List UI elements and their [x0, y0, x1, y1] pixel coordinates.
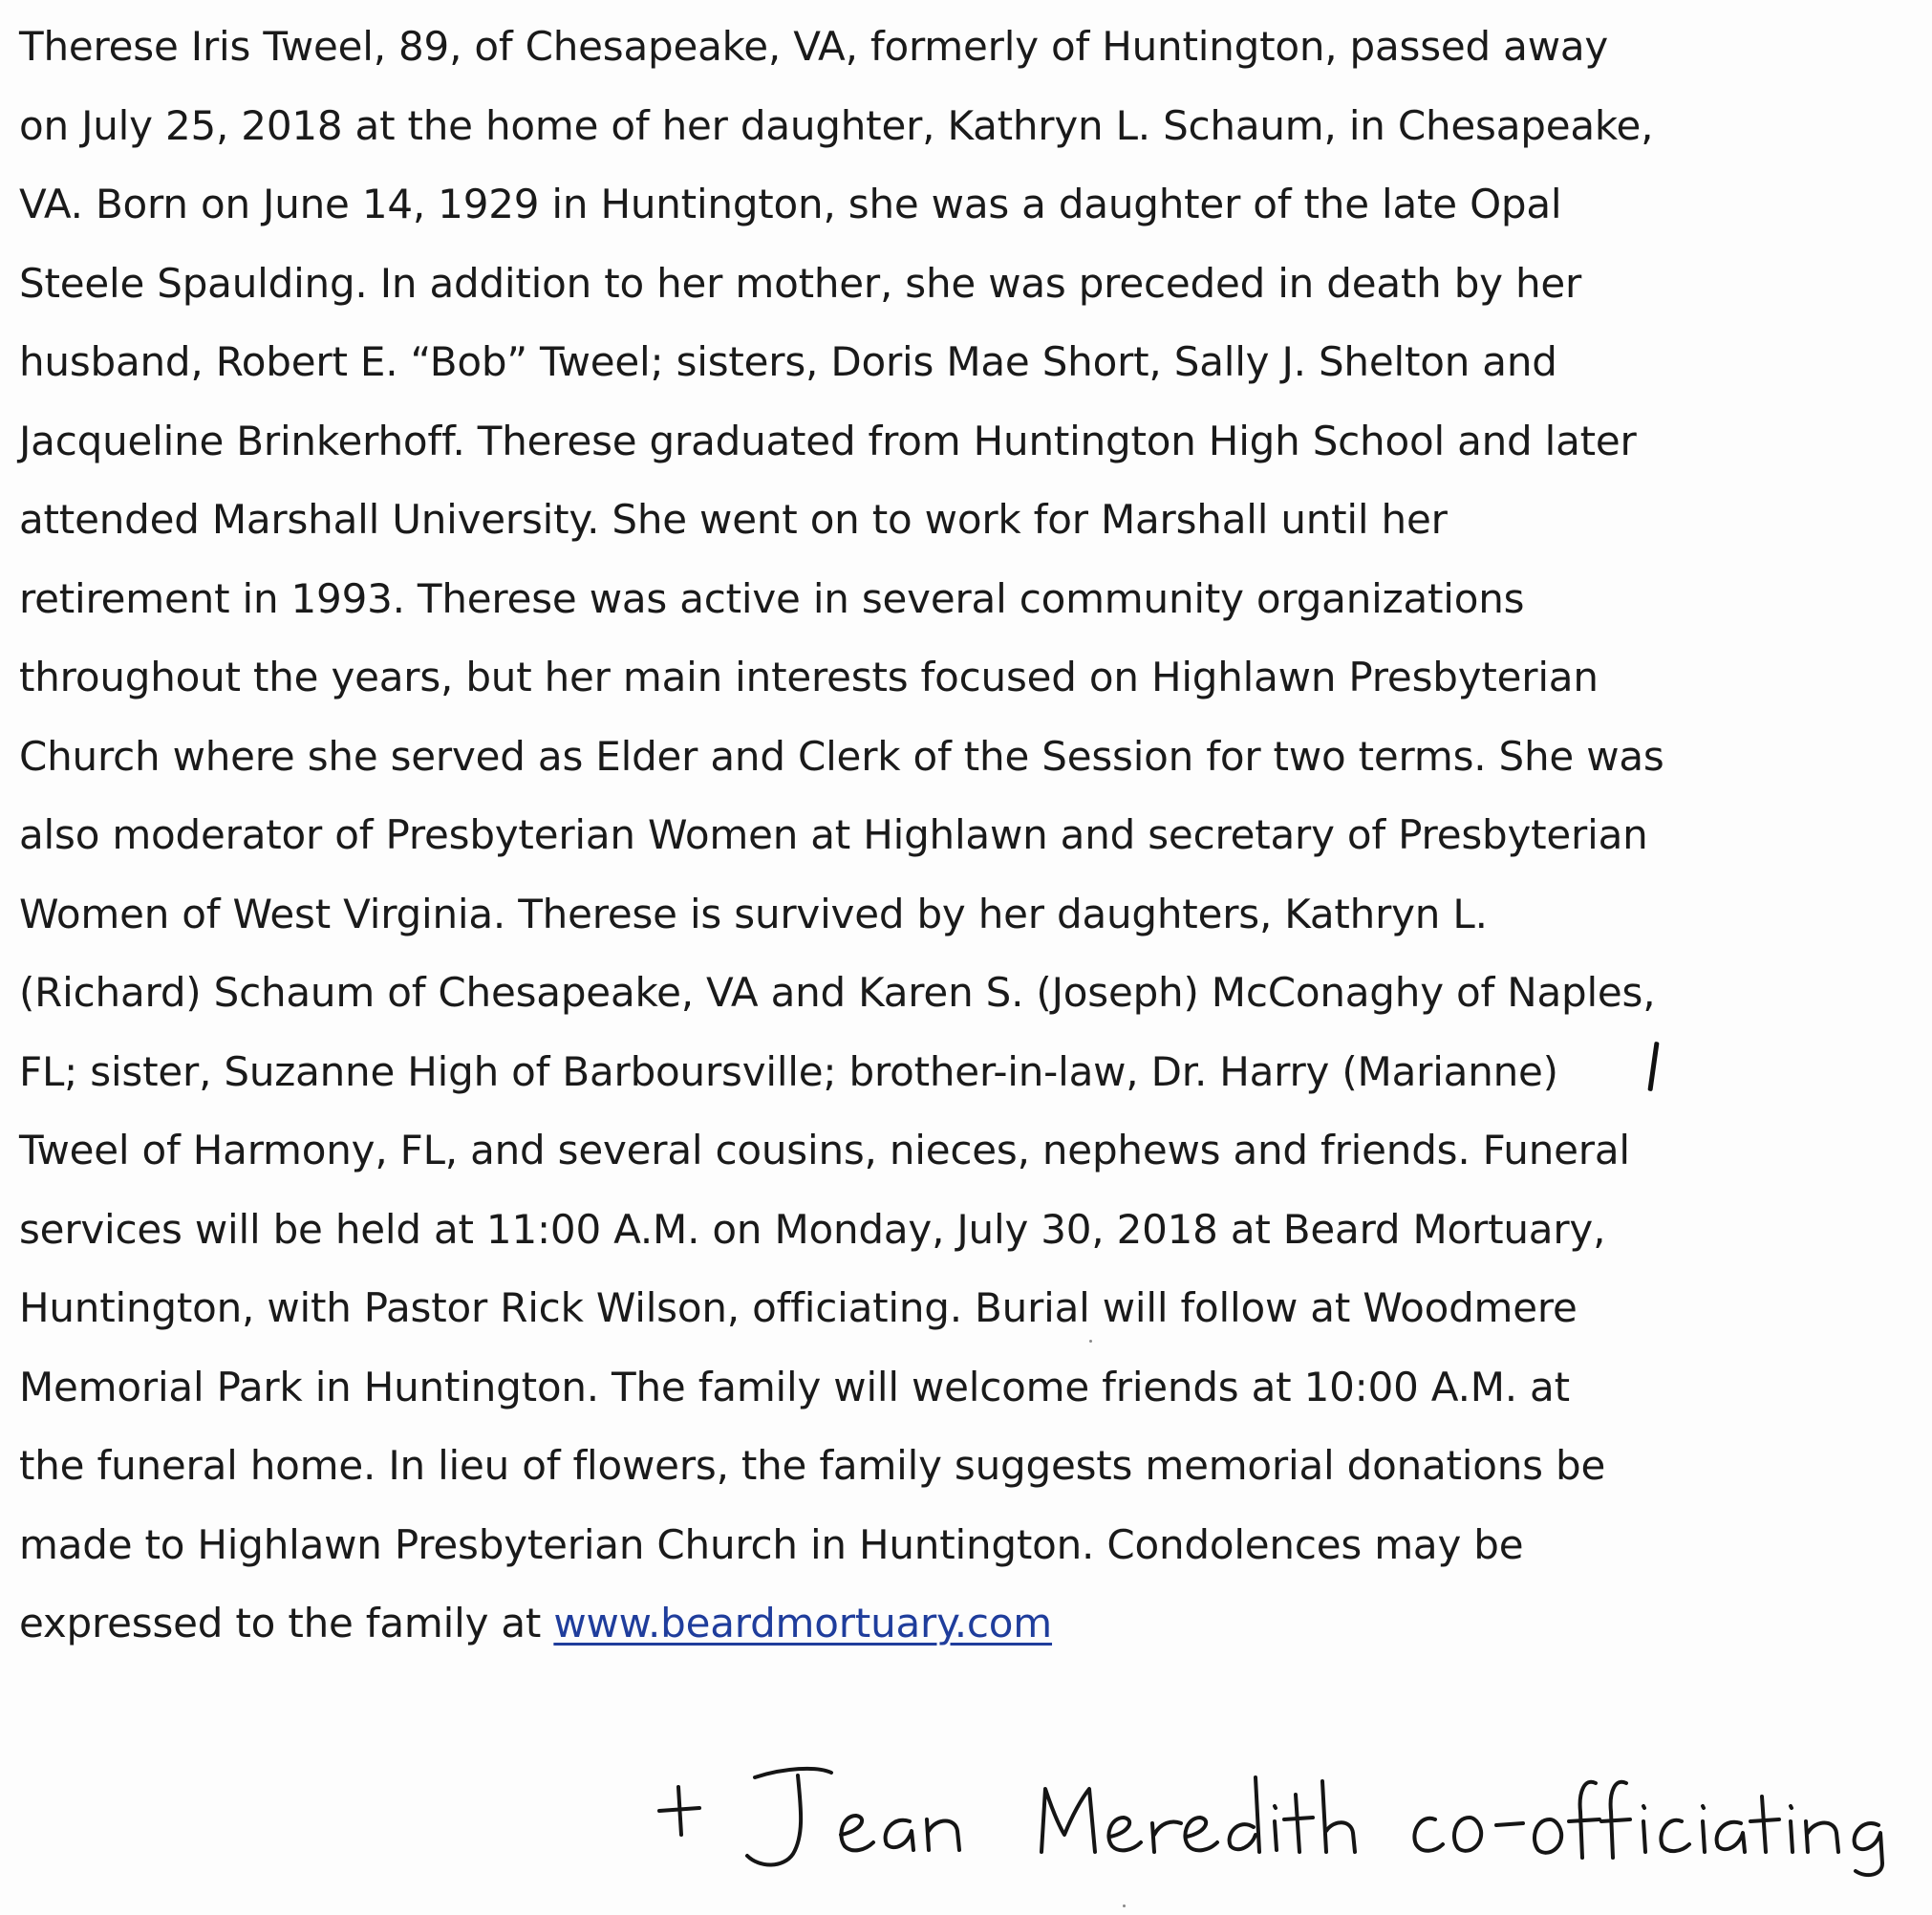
obituary-line: (Richard) Schaum of Chesapeake, VA and Karen S. (Joseph) McConaghy of Naples,: [19, 969, 1656, 1016]
obituary-line: FL; sister, Suzanne High of Barboursville; brother-in-law, Dr. Harry (Marianne): [19, 1047, 1558, 1095]
handwritten-letter: [1661, 1820, 1689, 1851]
obituary-text: [19, 8, 1921, 1664]
handwritten-letter: [1791, 1806, 1792, 1852]
obituary-line: attended Marshall University. She went on to work for Marshall until her: [19, 496, 1448, 543]
obituary-line: services will be held at 11:00 A.M. on Monday, July 30, 2018 at Beard Mortuary,: [19, 1205, 1606, 1253]
obituary-line: Therese Iris Tweel, 89, of Chesapeake, VA, formerly of Huntington, passed away: [19, 23, 1609, 70]
handwritten-letter: [1750, 1797, 1779, 1852]
obituary-line: Church where she served as Elder and Clerk of the Session for two terms. She was: [19, 732, 1664, 780]
handwritten-letter: [1569, 1782, 1599, 1858]
handwritten-letter: [1275, 1806, 1277, 1850]
handwritten-letter: [1535, 1819, 1561, 1853]
obituary-last-line: [19, 1584, 1921, 1664]
handwritten-letter: [1284, 1795, 1313, 1852]
handwritten-letter: [1717, 1822, 1745, 1852]
handwritten-letter: [1322, 1781, 1355, 1852]
obituary-line: Memorial Park in Huntington. The family will welcome friends at 10:00 A.M. at: [19, 1363, 1570, 1410]
handwritten-letter: [1041, 1789, 1095, 1852]
obituary-line: throughout the years, but her main interests focused on Highlawn Presbyterian: [19, 654, 1599, 700]
handwritten-note-drawing: [640, 1739, 1921, 1883]
handwritten-letter: [747, 1769, 831, 1865]
handwritten-letter: [1454, 1818, 1481, 1851]
website-link[interactable]: www.beardmortuary.com: [553, 1600, 1053, 1646]
handwritten-letter: [1855, 1823, 1882, 1875]
handwritten-letter: [1108, 1818, 1141, 1850]
obituary-line: made to Highlawn Presbyterian Church in Huntington. Condolences may be: [19, 1520, 1524, 1568]
obituary-line: retirement in 1993. Therese was active in several community organizations: [19, 574, 1525, 622]
handwritten-letter: [927, 1819, 959, 1850]
handwritten-letter: [1806, 1821, 1838, 1852]
handwritten-letter: [1152, 1822, 1181, 1853]
handwritten-letter: [886, 1820, 913, 1850]
obituary-line: Steele Spaulding. In addition to her mother, she was preceded in death by her: [19, 259, 1582, 307]
obituary-line: Huntington, with Pastor Rick Wilson, officiating. Burial will follow at Woodmere: [19, 1284, 1578, 1331]
scan-speck: [1089, 1340, 1092, 1343]
obituary-line: Tweel of Harmony, FL, and several cousins, nieces, nephews and friends. Funeral: [19, 1127, 1630, 1173]
scan-speck: [1123, 1904, 1126, 1907]
handwritten-letter: [1643, 1806, 1645, 1852]
obituary-line: VA. Born on June 14, 1929 in Huntington, she was a daughter of the late Opal: [19, 181, 1562, 227]
handwritten-dash: [1496, 1823, 1523, 1825]
handwritten-letter: [841, 1816, 873, 1850]
handwritten-note: [640, 1739, 1921, 1883]
obituary-line: on July 25, 2018 at the home of her daughter, Kathryn L. Schaum, in Chesapeake,: [19, 101, 1654, 149]
handwritten-letter: [1414, 1818, 1443, 1851]
obituary-line: the funeral home. In lieu of flowers, the family suggests memorial donations be: [19, 1442, 1606, 1489]
obituary-line: husband, Robert E. “Bob” Tweel; sisters, Doris Mae Short, Sally J. Shelton and: [19, 338, 1557, 385]
handwritten-letter: [1230, 1777, 1259, 1852]
handwritten-letter: [1601, 1782, 1630, 1858]
obituary-line: also moderator of Presbyterian Women at Highlawn and secretary of Presbyterian: [19, 811, 1648, 858]
handwritten-letter: [1185, 1818, 1217, 1850]
last-line-prefix: expressed to the family at: [19, 1600, 554, 1646]
obituary-line: Women of West Virginia. Therese is survived by her daughters, Kathryn L.: [19, 890, 1488, 937]
handwritten-plus: [659, 1787, 699, 1835]
handwritten-letter: [1703, 1806, 1705, 1852]
obituary-line: Jacqueline Brinkerhoff. Therese graduated from Huntington High School and later: [19, 417, 1637, 464]
